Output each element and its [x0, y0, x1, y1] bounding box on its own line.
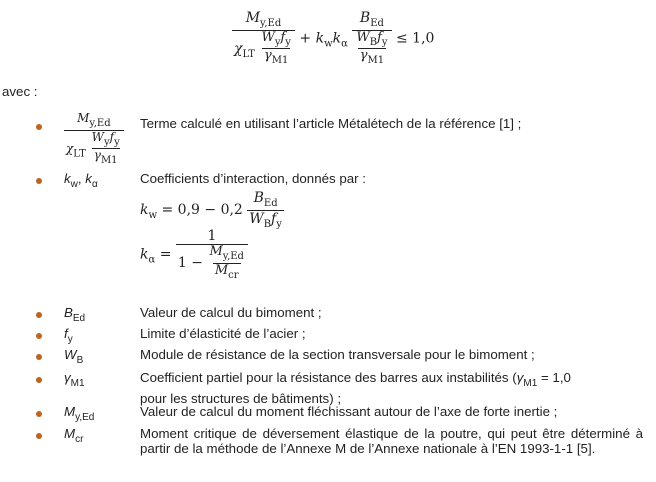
bullet	[36, 124, 42, 130]
item-7-text: Valeur de calcul du moment fléchissant autour de l’axe de forte inertie ;	[140, 404, 558, 419]
item-8-symbol: $M_{cr}$	[64, 426, 84, 445]
item-1-text: Terme calculé en utilisant l’article Métalétech de la référence [1] ;	[140, 116, 522, 131]
kw-formula: $k_w = 0,9 - 0,2$ $\frac{B_{Ed}}{W_Bf_y}$	[140, 190, 282, 230]
item-2-text: Coefficients d’interaction, donnés par :	[140, 171, 366, 186]
item-6-text: Coefficient partiel pour la résistance des barres aux instabilités ($\gamma_{M1} = 1,0$ pour les structures de bâtiments) ;	[140, 370, 571, 406]
item-4-symbol: $f_y$	[64, 326, 73, 345]
main-fraction-2: $\frac{B_{Ed}}{\frac{W_Bf_y}{\gamma_{M1}}}$	[352, 10, 391, 67]
main-formula: $M_{y,Ed}$ $\chi_{LT}$ $\frac{W_yf_y}{\gamma_{M1}}$ + $k_wk_\alpha$ $\frac{B_{Ed}}{\frac{W_Bf_y}{\gamma_{M1}}}$ ≤ 1,0	[234, 10, 435, 66]
bullet	[36, 333, 42, 339]
item-5-symbol: $W_B$	[64, 347, 84, 366]
ka-formula: $k_\alpha$ = 1 1 − $\frac{M_{y,Ed}}{M_{cr}}$	[140, 228, 248, 281]
bullet	[36, 411, 42, 417]
main-fraction-1: $M_{y,Ed}$ $\chi_{LT}$ $\frac{W_yf_y}{\gamma_{M1}}$	[232, 10, 295, 67]
item-6-symbol: $\gamma_{M1}$	[64, 370, 85, 389]
item-4-text: Limite d’élasticité de l’acier ;	[140, 326, 306, 341]
avec-label: avec :	[2, 84, 38, 99]
item-1-symbol: $M_{y,Ed}$ $\chi_{LT}$ $\frac{W_yf_y}{\gamma_{M1}}$	[64, 112, 124, 167]
item-3-symbol: $B_{Ed}$	[64, 305, 86, 324]
bullet	[36, 312, 42, 318]
bullet	[36, 354, 42, 360]
item-5-text: Module de résistance de la section transversale pour le bimoment ;	[140, 347, 535, 362]
item-2-symbol: $k_w$, $k_\alpha$	[64, 171, 98, 190]
item-8-text: Moment critique de déversement élastique de la poutre, qui peut être déterminé à partir de la méthode de l’Annexe M de l’Annexe nationale à l’EN 1993-1-1 [5].	[140, 426, 643, 456]
item-3-text: Valeur de calcul du bimoment ;	[140, 305, 322, 320]
bullet	[36, 433, 42, 439]
item-7-symbol: $M_{y,Ed}$	[64, 404, 95, 423]
bullet	[36, 178, 42, 184]
bullet	[36, 377, 42, 383]
